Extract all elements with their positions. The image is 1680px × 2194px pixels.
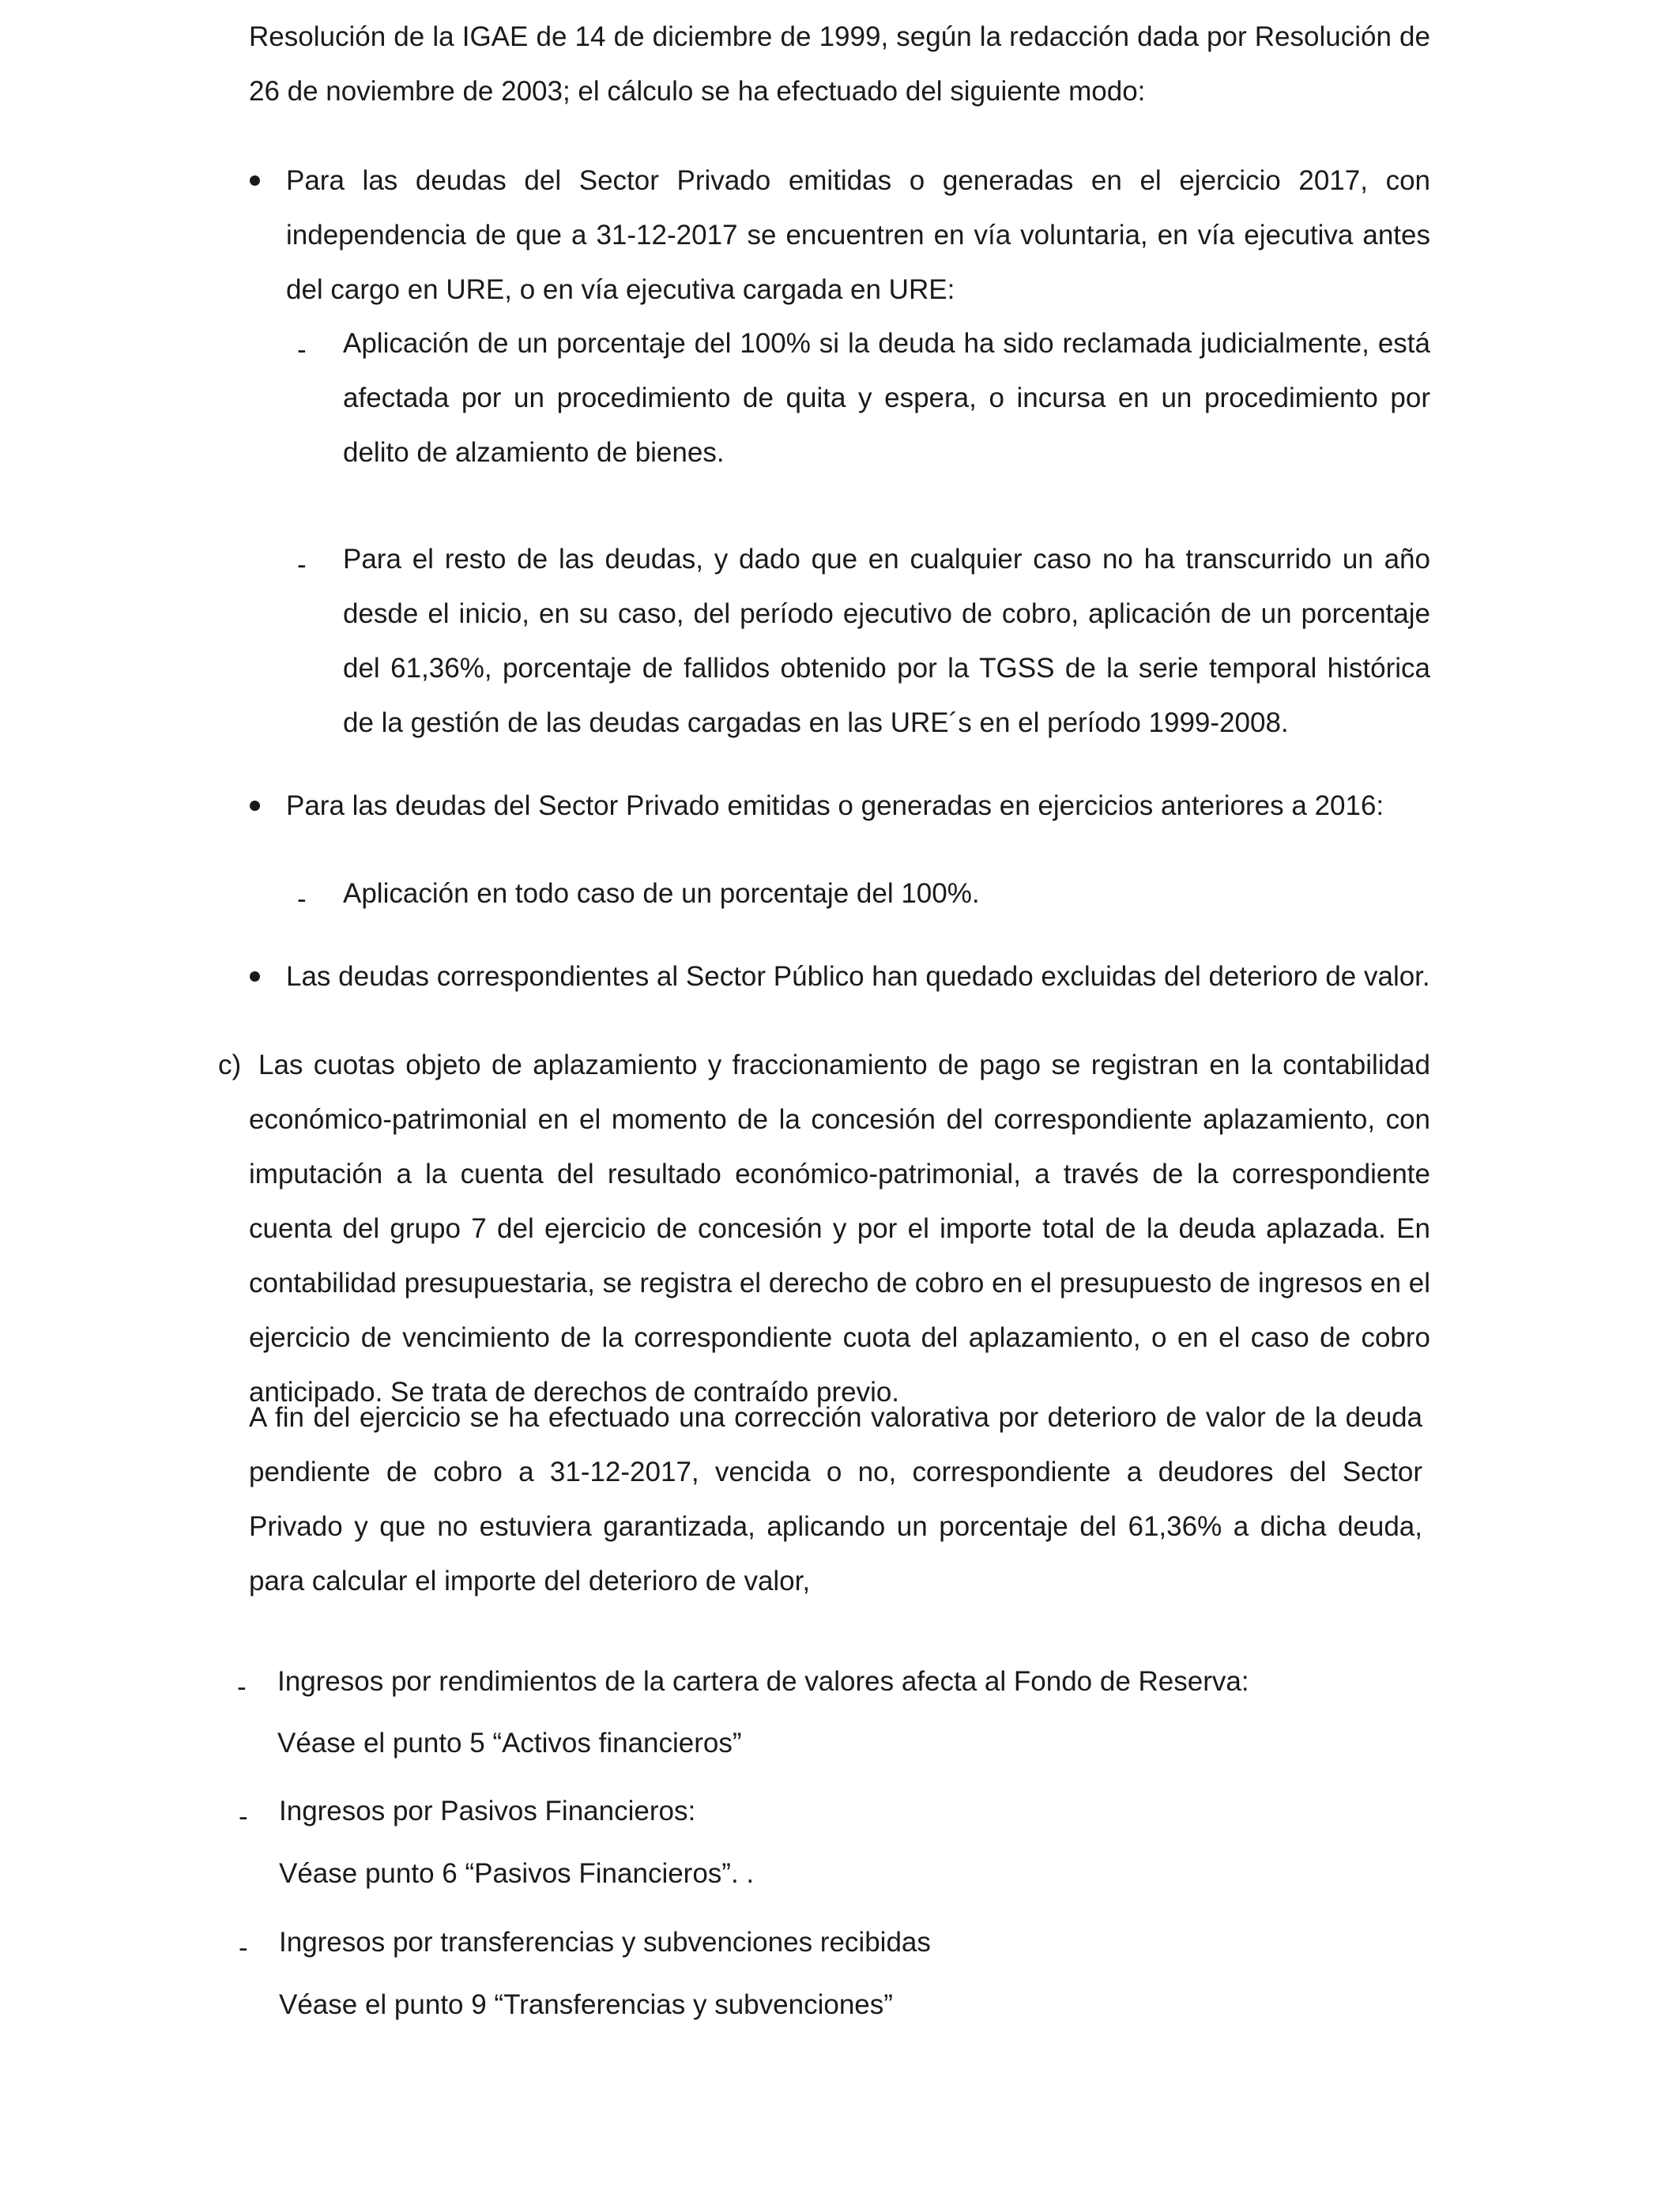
- item-c-text: Las cuotas objeto de aplazamiento y fraccionamiento de pago se registran en la contabilidad económico-patrimonial en el momento de la concesión del correspondiente aplazamiento, con imputación a la cuenta del resultado económico-patrimonial, a través de la correspondiente cuenta del grupo 7 del ejercicio de concesión y por el importe total de la deuda aplazada. En contabilidad presupuestaria, se registra el derecho de cobro en el presupuesto de ingresos en el ejercicio de vencimiento de la correspondiente cuota del aplazamiento, o en el caso de cobro anticipado. Se trata de derechos de contraído previo.: [249, 1050, 1430, 1408]
- bullet-1-dash-2: Para el resto de las deudas, y dado que en cualquier caso no ha transcurrido un año desde el inicio, en su caso, del período ejecutivo de cobro, aplicación de un porcentaje del 61,36%, porcentaje de fallidos obtenido por la TGSS de la serie temporal histórica de la gestión de las deudas cargadas en las URE´s en el período 1999-2008.: [343, 544, 1430, 738]
- income-item-title: Ingresos por rendimientos de la cartera de valores afecta al Fondo de Reserva:: [277, 1666, 1249, 1697]
- bullet-icon: [250, 175, 260, 186]
- bullet-2-dash-1: Aplicación en todo caso de un porcentaje del 100%.: [343, 878, 980, 909]
- bullet-2-text: Para las deudas del Sector Privado emitidas o generadas en ejercicios anteriores a 2016:: [286, 790, 1384, 821]
- income-item-ref: Véase el punto 9 “Transferencias y subvenciones”: [279, 1989, 893, 2020]
- dash-marker: -: [297, 334, 307, 365]
- income-item-ref: Véase punto 6 “Pasivos Financieros”. .: [279, 1858, 755, 1889]
- bullet-icon: [250, 971, 260, 982]
- dash-marker: -: [239, 1801, 248, 1832]
- dash-marker: -: [297, 549, 307, 580]
- item-c-paragraph-2: A fin del ejercicio se ha efectuado una corrección valorativa por deterioro de valor de la deuda pendiente de cobro a 31-12-2017, vencida o no, correspondiente a deudores del Sector Privado y que no estuviera garantizada, aplicando un porcentaje del 61,36% a dicha deuda, para calcular el importe del deterioro de valor,: [249, 1402, 1422, 1596]
- item-c-marker: c): [218, 1050, 242, 1080]
- income-item-title: Ingresos por Pasivos Financieros:: [279, 1796, 696, 1826]
- dash-marker: -: [239, 1932, 248, 1963]
- bullet-1-dash-1: Aplicación de un porcentaje del 100% si la deuda ha sido reclamada judicialmente, está afectada por un procedimiento de quita y espera, o incursa en un procedimiento por delito de alzamiento de bienes.: [343, 328, 1430, 468]
- dash-marker: -: [237, 1672, 247, 1702]
- intro-paragraph: Resolución de la IGAE de 14 de diciembre de 1999, según la redacción dada por Resolución de 26 de noviembre de 2003; el cálculo se ha efectuado del siguiente modo:: [249, 21, 1430, 107]
- bullet-icon: [250, 801, 260, 811]
- bullet-1-text: Para las deudas del Sector Privado emitidas o generadas en el ejercicio 2017, con independencia de que a 31-12-2017 se encuentren en vía voluntaria, en vía ejecutiva antes del cargo en URE, o en vía ejecutiva cargada en URE:: [286, 165, 1430, 305]
- income-item-ref: Véase el punto 5 “Activos financieros”: [277, 1728, 742, 1759]
- income-item-title: Ingresos por transferencias y subvenciones recibidas: [279, 1927, 931, 1958]
- bullet-3-text: Las deudas correspondientes al Sector Público han quedado excluidas del deterioro de valor.: [286, 961, 1430, 992]
- dash-marker: -: [297, 884, 307, 914]
